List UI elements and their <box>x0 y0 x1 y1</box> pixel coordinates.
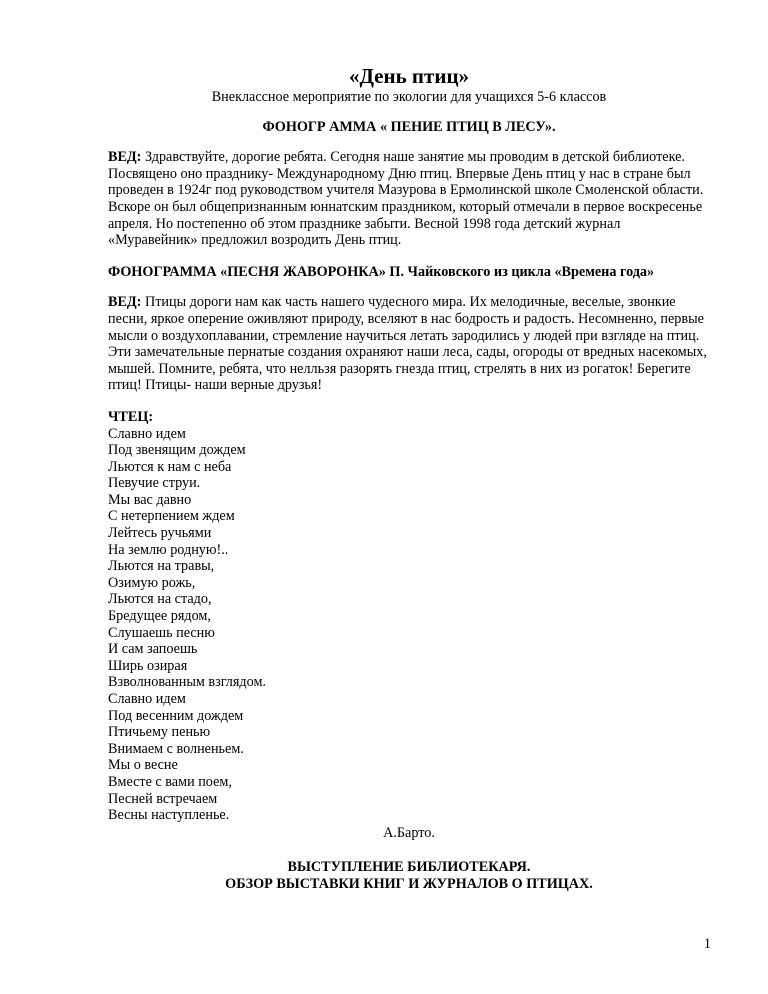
paragraph-birds <box>108 294 710 394</box>
poem-author: А.Барто. <box>383 824 435 841</box>
section-heading-phonogram-forest: ФОНОГР АММА « ПЕНИЕ ПТИЦ В ЛЕСУ». <box>262 118 556 135</box>
poem-line: Внимаем с волненьем. <box>108 740 244 757</box>
poem <box>108 426 710 824</box>
poem-line: Птичьему пенью <box>108 724 211 741</box>
poem-line: Славно идем <box>108 691 186 707</box>
poem-line: Мы вас давно <box>108 491 192 508</box>
poem-line: Песней встречаем <box>108 790 218 807</box>
poem-line: Под весенним дождем <box>108 707 244 724</box>
paragraph-text: Птицы дороги нам как часть нашего чудесного мира. Их мелодичные, веселые, звонкие песни, яркое оперение оживляют природу, вселяют в нас бодрость и радость. Несомненно, первые мысли о воздухоплавании, стремление научиться летать зародились у людей при взгляде на птиц. Эти замечательные пернатые создания охраняют наши леса, сады, огороды от вредных насекомых, мышей. Помните, ребята, что нелльзя разорять гнезда птиц, стрелять в них из рогаток! Берегите птиц! Птицы- наши верные друзья! <box>108 294 707 394</box>
poem-line: Льются к нам с неба <box>108 458 232 475</box>
final-heading-line1: ВЫСТУПЛЕНИЕ БИБЛИОТЕКАРЯ. <box>287 859 531 876</box>
poem-line: Льются на стадо, <box>108 591 212 608</box>
poem-line: Мы о весне <box>108 757 178 774</box>
poem-line: Взволнованным взглядом. <box>108 674 266 691</box>
poem-line: И сам запоешь <box>108 641 198 658</box>
final-heading-line2: ОБЗОР ВЫСТАВКИ КНИГ И ЖУРНАЛОВ О ПТИЦАХ. <box>225 875 593 892</box>
poem-line: Слушаешь песню <box>108 624 215 641</box>
speaker-label: ВЕД: <box>108 149 142 166</box>
paragraph-intro <box>108 149 710 249</box>
poem-line: Под звенящим дождем <box>108 442 246 459</box>
poem-line: Льются на травы, <box>108 558 215 575</box>
poem-line: С нетерпением ждем <box>108 508 235 525</box>
poem-line: Ширь озирая <box>108 657 188 674</box>
poem-line: Озимую рожь, <box>108 574 196 591</box>
page-number: 1 <box>703 936 711 952</box>
paragraph-text: Здравствуйте, дорогие ребята. Сегодня наше занятие мы проводим в детской библиотеке. Посвящено оно празднику- Международному Дню птиц. Впервые День птиц у нас в стране был проведен в 1924г под руководством учителя Мазурова в Ермолинской школе Смоленской области. Вскоре он был общепризнанным юннатским праздником, который отмечали в первое воскресенье апреля. Но постепенно об этом празднике забыти. Весной 1998 года детский журнал «Муравейник» предложил возродить День птиц. <box>108 149 704 249</box>
poem-line: На землю родную!.. <box>108 541 229 558</box>
poem-line: Вместе с вами поем, <box>108 773 232 790</box>
reader-label: ЧТЕЦ: <box>108 408 154 425</box>
poem-line: Славно идем <box>108 425 186 442</box>
poem-line: Лейтесь ручьями <box>108 525 212 542</box>
poem-line: Бредущее рядом, <box>108 608 211 625</box>
document-page <box>108 60 710 893</box>
section-heading-phonogram-lark: ФОНОГРАММА «ПЕСНЯ ЖАВОРОНКА» П. Чайковского из цикла «Времена года» <box>108 263 655 280</box>
poem-line: Певучие струи. <box>108 475 201 492</box>
document-title: «День птиц» <box>348 64 470 88</box>
poem-line: Весны наступленье. <box>108 807 230 824</box>
speaker-label: ВЕД: <box>108 294 142 311</box>
document-subtitle: Внеклассное мероприятие по экологии для учащихся 5-6 классов <box>211 89 607 105</box>
